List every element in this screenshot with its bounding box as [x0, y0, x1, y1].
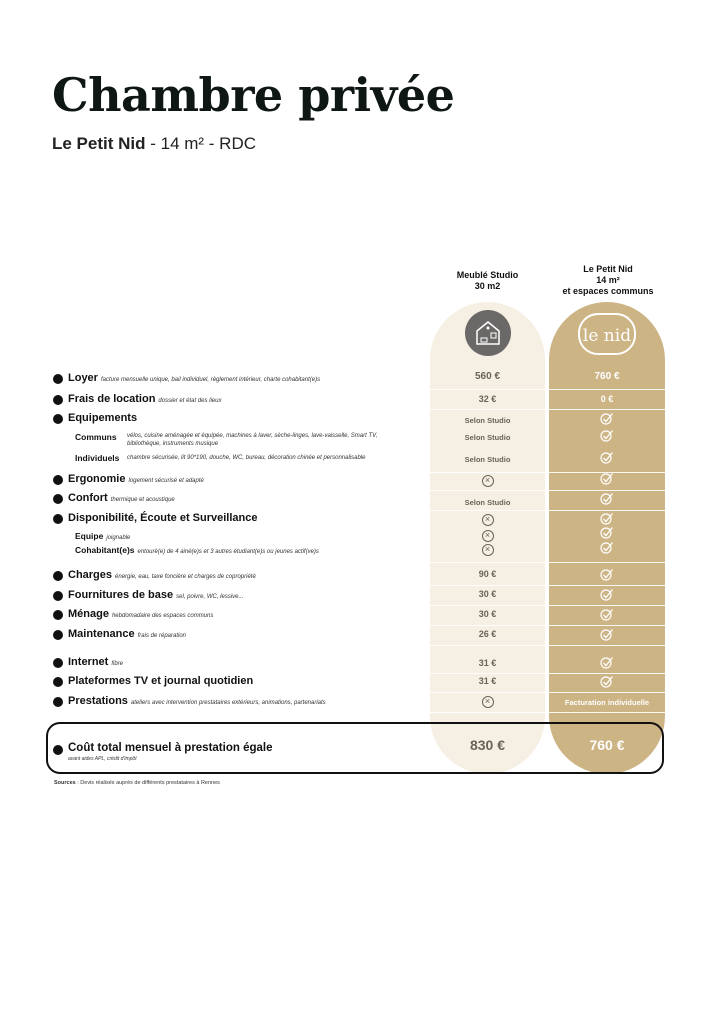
- check-icon: [549, 540, 665, 557]
- row-fournitures-desc: sel, poivre, WC, lessive...: [176, 594, 244, 600]
- row-fournitures-title: Fournitures de base: [68, 589, 174, 601]
- row-charges-studio-value: 90 €: [478, 569, 497, 579]
- row-cohabitants-title: Cohabitant(e)s: [75, 545, 135, 555]
- bullet-icon: [53, 514, 63, 524]
- row-confort-desc: thermique et acoustique: [110, 497, 175, 503]
- row-divider: [430, 692, 665, 693]
- row-charges-label: [68, 569, 256, 581]
- cross-icon: ×: [482, 544, 494, 556]
- check-icon: [549, 655, 665, 672]
- row-individuels-desc: chambre sécurisée, lit 90*190, douche, WC, bureau, décoration chinée et personnalisable: [127, 455, 366, 461]
- row-cohabitants-studio-x: [430, 544, 545, 556]
- total-label: Coût total mensuel à prestation égale: [68, 742, 273, 754]
- row-ergonomie-studio-x: [430, 475, 545, 487]
- column-petit-nid-extra: et espaces communs: [562, 286, 654, 296]
- bullet-icon: [53, 697, 63, 707]
- row-loyer-nid-value: 760 €: [594, 371, 620, 382]
- row-menage-label: [68, 608, 213, 620]
- row-divider: [430, 562, 665, 563]
- column-studio-title: Meublé Studio: [456, 270, 519, 280]
- column-petit-nid-title: Le Petit Nid: [583, 264, 633, 274]
- row-equipements-studio-value: Selon Studio: [464, 416, 511, 425]
- row-divider: [430, 389, 665, 390]
- row-divider: [430, 645, 665, 646]
- cross-icon: ×: [482, 696, 494, 708]
- column-petit-nid-header: [553, 264, 663, 297]
- row-fournitures-studio-value: 30 €: [478, 589, 497, 599]
- row-fournitures-label: [68, 589, 244, 601]
- check-icon: [549, 491, 665, 508]
- bullet-icon: [53, 630, 63, 640]
- check-icon: [549, 411, 665, 428]
- row-equipe-studio-x: [430, 530, 545, 542]
- row-cohabitants-label: [75, 545, 319, 555]
- row-plateformes-studio-value: 31 €: [478, 676, 497, 686]
- bullet-icon: [53, 414, 63, 424]
- row-disponibilite-studio-x: [430, 514, 545, 526]
- row-loyer-title: Loyer: [68, 372, 98, 384]
- row-communs-studio-value: Selon Studio: [464, 433, 511, 442]
- row-ergonomie-label: [68, 473, 204, 485]
- row-confort-label: [68, 492, 175, 504]
- bullet-icon: [53, 591, 63, 601]
- row-frais-label: [68, 393, 221, 405]
- row-frais-desc: dossier et état des lieux: [158, 398, 222, 404]
- column-studio-size: 30 m2: [474, 281, 501, 291]
- row-menage-studio-value: 30 €: [478, 609, 497, 619]
- bullet-icon: [53, 494, 63, 504]
- row-internet-title: Internet: [68, 656, 109, 668]
- bullet-icon: [53, 745, 63, 755]
- check-icon: [549, 471, 665, 488]
- le-nid-logo: [578, 313, 636, 355]
- row-cohabitants-desc: entouré(e) de 4 ainé(e)s et 3 autres étudiant(e)s ou jeunes actif(ve)s: [137, 549, 319, 555]
- row-prestations-nid-value: Facturation individuelle: [564, 698, 650, 707]
- check-icon: [549, 587, 665, 604]
- row-loyer-label: [68, 372, 320, 384]
- page-subtitle: [52, 134, 256, 154]
- sources-label: Sources: [54, 780, 76, 786]
- row-frais-title: Frais de location: [68, 393, 156, 405]
- cross-icon: ×: [482, 475, 494, 487]
- bullet-icon: [53, 475, 63, 485]
- cross-icon: ×: [482, 530, 494, 542]
- bullet-icon: [53, 571, 63, 581]
- row-divider: [430, 585, 665, 586]
- row-internet-studio-value: 31 €: [478, 658, 497, 668]
- row-communs-label: Communs: [75, 432, 117, 442]
- column-studio-header: [440, 270, 535, 292]
- row-equipe-desc: joignable: [106, 535, 131, 541]
- row-maintenance-label: [68, 628, 186, 640]
- row-divider: [430, 409, 665, 410]
- row-charges-desc: énergie, eau, taxe foncière et charges de copropriété: [115, 574, 256, 580]
- row-internet-desc: fibre: [111, 661, 124, 667]
- row-menage-desc: hebdomadaire des espaces communs: [111, 613, 214, 619]
- bullet-icon: [53, 395, 63, 405]
- bullet-icon: [53, 677, 63, 687]
- row-charges-title: Charges: [68, 569, 113, 581]
- row-ergonomie-desc: logement sécurisé et adapté: [128, 478, 204, 484]
- studio-house-icon: [465, 310, 511, 356]
- row-individuels-label: Individuels: [75, 453, 120, 463]
- row-confort-title: Confort: [68, 492, 108, 504]
- check-icon: [549, 450, 665, 467]
- row-confort-studio-value: Selon Studio: [464, 498, 511, 507]
- row-maintenance-desc: frais de réparation: [137, 633, 187, 639]
- row-menage-title: Ménage: [68, 608, 109, 620]
- row-maintenance-title: Maintenance: [68, 628, 135, 640]
- total-nid-value: 760 €: [589, 737, 625, 753]
- row-frais-studio-value: 32 €: [478, 394, 497, 404]
- row-equipe-title: Equipe: [75, 531, 104, 541]
- row-equipe-label: [75, 531, 130, 541]
- svg-text:le nid: le nid: [582, 326, 632, 346]
- row-prestations-studio-x: [430, 696, 545, 708]
- subtitle-details: - 14 m² - RDC: [145, 134, 257, 153]
- row-loyer-desc: facture mensuelle unique, bail individuel, règlement intérieur, charte cohabitant(e)s: [100, 377, 321, 383]
- row-divider: [430, 712, 665, 713]
- row-plateformes-label: Plateformes TV et journal quotidien: [68, 675, 254, 687]
- cross-icon: ×: [482, 514, 494, 526]
- sources-note: [54, 780, 220, 786]
- page-title: Chambre privée: [52, 68, 455, 122]
- row-communs-desc: vélos, cuisine aménagée et équipée, machines à laver, sèche-linges, lave-vaisselle, Smart TV, bibliothèque, instruments musique: [127, 433, 378, 447]
- bullet-icon: [53, 374, 63, 384]
- check-icon: [549, 627, 665, 644]
- row-individuels-studio-value: Selon Studio: [464, 455, 511, 464]
- row-prestations-title: Prestations: [68, 695, 128, 707]
- row-maintenance-studio-value: 26 €: [478, 629, 497, 639]
- check-icon: [549, 428, 665, 445]
- row-prestations-desc: ateliers avec intervention prestataires extérieurs, animations, partenariats: [130, 700, 326, 706]
- check-icon: [549, 607, 665, 624]
- column-petit-nid-size: 14 m²: [596, 275, 620, 285]
- row-loyer-studio-value: 560 €: [474, 371, 501, 382]
- row-internet-label: [68, 656, 123, 668]
- row-divider: [430, 605, 665, 606]
- row-frais-nid-value: 0 €: [600, 394, 614, 404]
- row-equipements-label: Equipements: [68, 412, 138, 424]
- subtitle-name: Le Petit Nid: [52, 134, 146, 153]
- check-icon: [549, 567, 665, 584]
- row-disponibilite-label: Disponibilité, Écoute et Surveillance: [68, 512, 258, 524]
- check-icon: [549, 674, 665, 691]
- row-prestations-label: [68, 695, 326, 707]
- total-studio-value: 830 €: [469, 737, 506, 753]
- row-ergonomie-title: Ergonomie: [68, 473, 126, 485]
- total-note: avant aides APL, crédit d'impôt: [68, 756, 137, 762]
- sources-text: : Devis réalisés auprès de différents prestataires à Rennes: [75, 780, 220, 786]
- bullet-icon: [53, 658, 63, 668]
- row-divider: [430, 625, 665, 626]
- bullet-icon: [53, 610, 63, 620]
